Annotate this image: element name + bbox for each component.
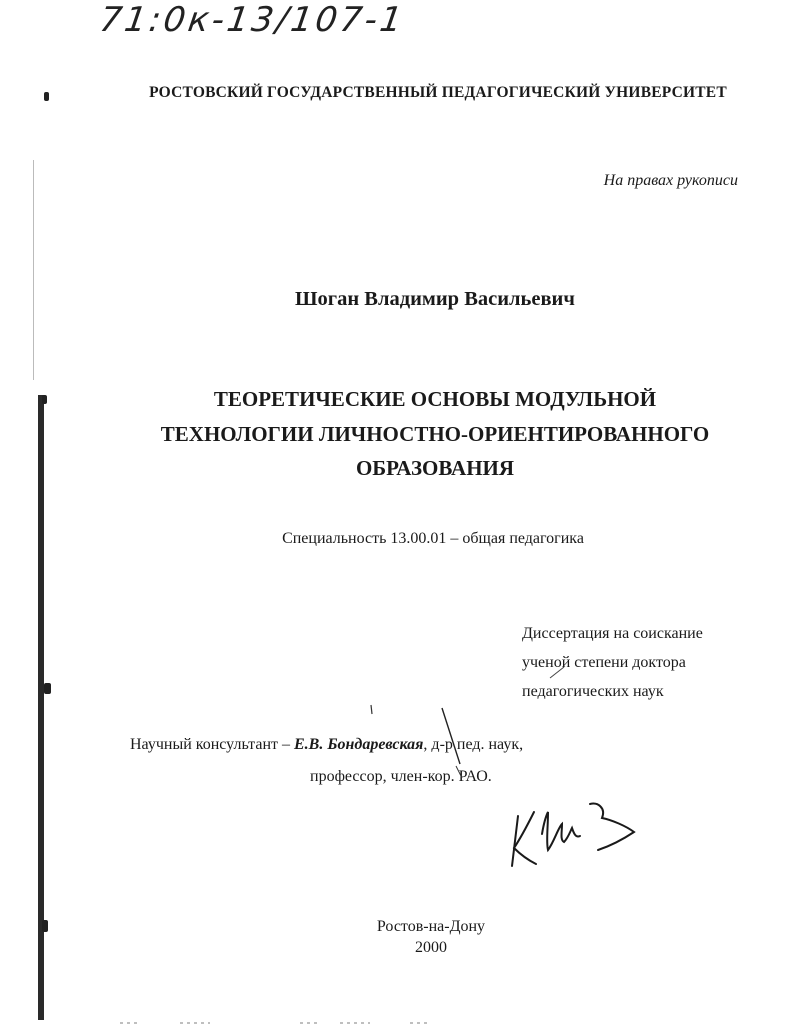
pen-mark bbox=[436, 706, 496, 786]
title-line-1: ТЕОРЕТИЧЕСКИЕ ОСНОВЫ МОДУЛЬНОЙ bbox=[213, 387, 657, 411]
specialty-line: Специальность 13.00.01 – общая педагогика bbox=[282, 530, 584, 547]
handwritten-signature bbox=[506, 798, 646, 873]
title-line-2: ТЕХНОЛОГИИ ЛИЧНОСТНО-ОРИЕНТИРОВАННОГО bbox=[160, 421, 710, 446]
scan-binding-line bbox=[33, 160, 34, 380]
archive-stamp-number: 71:0к-13/107-1 bbox=[97, 0, 408, 40]
university-name: РОСТОВСКИЙ ГОСУДАРСТВЕННЫЙ ПЕДАГОГИЧЕСКИЙ УНИВЕРСИТЕТ bbox=[149, 84, 727, 101]
scan-artifact-dot bbox=[42, 920, 48, 932]
author-name: Шоган Владимир Васильевич bbox=[295, 288, 575, 310]
scan-bottom-noise bbox=[0, 1020, 794, 1026]
degree-line-1: Диссертация на соискание bbox=[522, 625, 703, 642]
title-line-3: ОБРАЗОВАНИЯ bbox=[355, 456, 515, 480]
pen-tick-mark bbox=[548, 664, 568, 680]
pen-tick-mark bbox=[368, 704, 378, 718]
consultant-name: Е.В. Бондаревская bbox=[294, 736, 424, 753]
scan-artifact-dot bbox=[44, 92, 49, 101]
degree-line-2: ученой степени доктора bbox=[522, 654, 686, 671]
city: Ростов-на-Дону bbox=[376, 918, 486, 935]
scan-artifact-dot bbox=[44, 683, 51, 694]
dissertation-title bbox=[0, 382, 794, 486]
year: 2000 bbox=[415, 939, 447, 956]
scan-artifact-dot bbox=[42, 395, 47, 404]
consultant-prefix: Научный консультант – bbox=[130, 736, 294, 753]
publication-place-year bbox=[0, 916, 794, 958]
consultant-titles: профессор, член-кор. РАО. bbox=[310, 768, 492, 785]
consultant-degree: , д-р пед. наук, bbox=[423, 736, 524, 753]
degree-line-3: педагогических наук bbox=[522, 683, 664, 700]
rights-note: На правах рукописи bbox=[603, 172, 738, 189]
dissertation-degree-block bbox=[522, 619, 703, 706]
